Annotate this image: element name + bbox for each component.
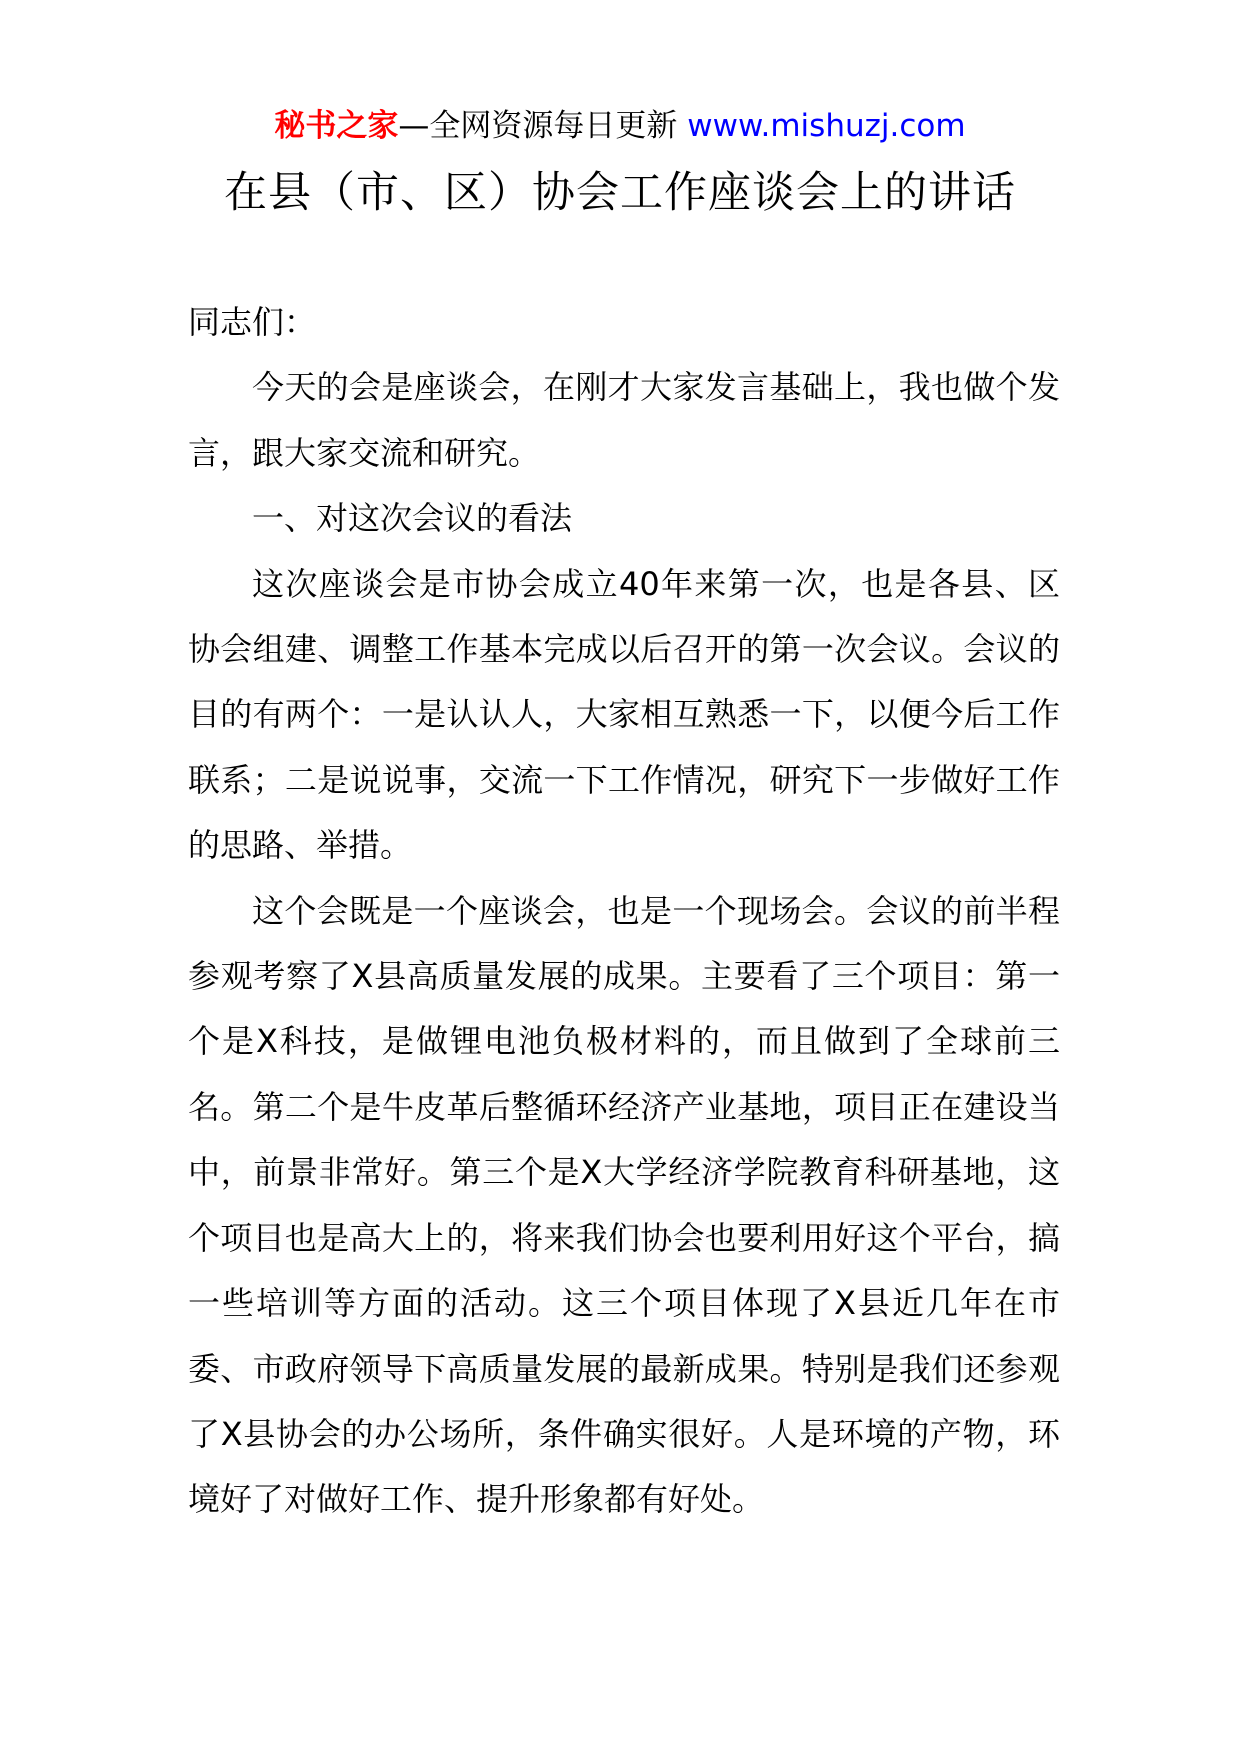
paragraph-site-visit: 这个会既是一个座谈会，也是一个现场会。会议的前半程参观考察了X县高质量发展的成果。主要看了三个项目：第一个是X科技，是做锂电池负极材料的，而且做到了全球前三名。第二个是牛皮革后整循环经济产业基地，项目正在建设当中，前景非常好。第三个是X大学经济学院教育科研基地，这个项目也是高大上的，将来我们协会也要利用好这个平台，搞一些培训等方面的活动。这三个项目体现了X县近几年在市委、市政府领导下高质量发展的最新成果。特别是我们还参观了X县协会的办公场所，条件确实很好。人是环境的产物，环境好了对做好工作、提升形象都有好处。 bbox=[188, 891, 1060, 1519]
site-url-link[interactable]: www.mishuzj.com bbox=[687, 108, 966, 144]
document-title: 在县（市、区）协会工作座谈会上的讲话 bbox=[224, 168, 1016, 218]
site-banner bbox=[0, 98, 1240, 154]
greeting-line: 同志们： bbox=[188, 303, 317, 341]
paragraph-purpose: 这次座谈会是市协会成立40年来第一次，也是各县、区协会组建、调整工作基本完成以后召开的第一次会议。会议的目的有两个：一是认认人，大家相互熟悉一下，以便今后工作联系；二是说说事，交流一下工作情况，研究下一步做好工作的思路、举措。 bbox=[188, 564, 1060, 865]
paragraph-intro: 今天的会是座谈会，在刚才大家发言基础上，我也做个发言，跟大家交流和研究。 bbox=[188, 368, 1060, 472]
brand-name: 秘书之家 bbox=[274, 108, 399, 144]
section-heading: 一、对这次会议的看法 bbox=[252, 499, 573, 538]
document-body bbox=[188, 290, 1060, 1533]
slogan-text: —全网资源每日更新 bbox=[398, 108, 688, 144]
